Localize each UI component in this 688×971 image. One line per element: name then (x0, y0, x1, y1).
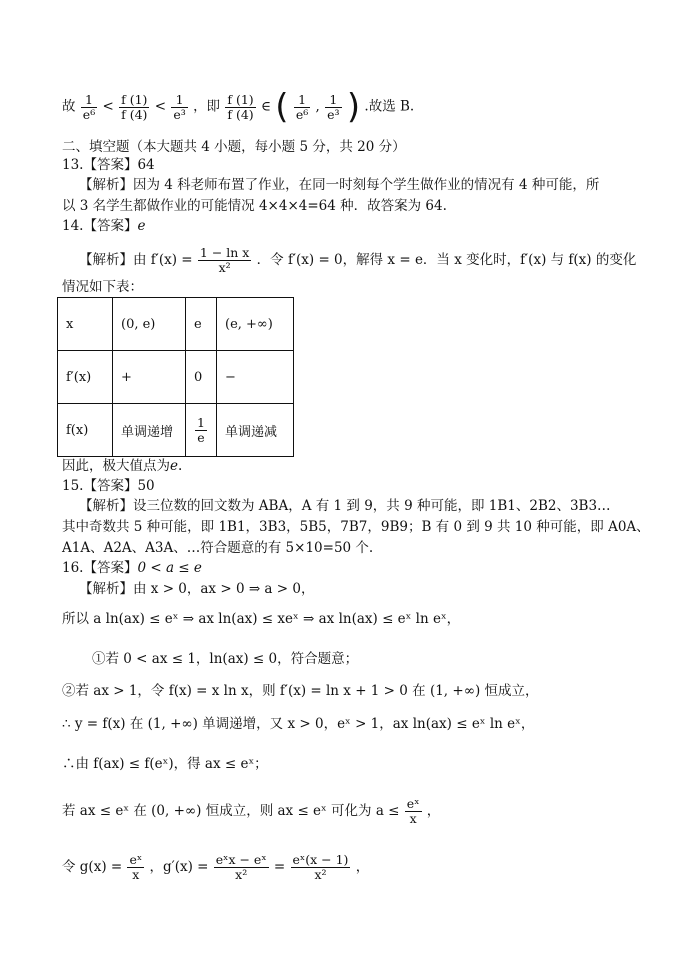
fraction (214, 853, 269, 882)
q16-step: ∴由 f(ax) ≤ f(eˣ)，得 ax ≤ eˣ； (62, 756, 268, 772)
section-heading: 二、填空题（本大题共 4 小题，每小题 5 分，共 20 分） (62, 139, 406, 155)
q13-analysis-cont: 以 3 名学生都做作业的可能情况 4×4×4=64 种．故答案为 64. (62, 198, 447, 214)
fraction (198, 246, 251, 275)
text: 【解析】由 f′(x) = (79, 252, 193, 268)
text: ， (355, 859, 370, 875)
num: 1 (294, 93, 310, 108)
text: 令 g(x) = (62, 859, 123, 875)
den: x² (218, 260, 231, 275)
value: 0 < a ≤ e (137, 560, 202, 576)
den: x (132, 867, 140, 882)
op: ∈ (260, 98, 271, 115)
q14-answer (62, 217, 145, 235)
label: 16.【答案】 (62, 560, 138, 576)
q15-analysis: 【解析】设三位数的回文数为 ABA，A 有 1 到 9，共 9 种可能，即 1B1、2B2、3B3… (79, 498, 611, 514)
fraction (171, 93, 187, 122)
variation-table (57, 297, 294, 457)
text: 因此，极大值点为 (62, 458, 170, 474)
num: eˣ (406, 796, 420, 811)
table-row (58, 298, 294, 351)
q16-step (62, 853, 369, 882)
q15-analysis-cont2: A1A、A2A、A3A、…符合题意的有 5×10=50 个. (62, 540, 374, 556)
q16-step: 所以 a ln(ax) ≤ eˣ ⇒ ax ln(ax) ≤ xeˣ ⇒ ax ln(ax) ≤ eˣ ln eˣ， (62, 611, 461, 627)
den: x² (235, 867, 248, 882)
fraction (119, 93, 149, 122)
num: eˣ(x − 1) (292, 852, 349, 867)
table-cell: − (217, 351, 294, 404)
table-cell: x (58, 298, 113, 351)
num: 1 (325, 93, 341, 108)
fraction (405, 797, 422, 826)
table-cell: 0 (186, 351, 217, 404)
table-row (58, 404, 294, 457)
den: e⁶ (295, 106, 309, 122)
q16-case2: ②若 ax > 1，令 f(x) = x ln x，则 f′(x) = ln x + 1 > 0 在 (1, +∞) 恒成立， (62, 683, 539, 699)
fraction (127, 853, 144, 882)
text: 故 (62, 98, 76, 115)
value: e (137, 218, 146, 234)
num: eˣ (129, 852, 143, 867)
table-cell: 单调递增 (113, 404, 186, 457)
text: ，即 (193, 98, 221, 115)
table-cell: f′(x) (58, 351, 113, 404)
q14-analysis (79, 246, 636, 275)
paren: ( (275, 87, 289, 127)
paren: ) (346, 87, 361, 127)
text: ．令 f′(x) = 0，解得 x = e．当 x 变化时，f′(x) 与 f(x) 的变化 (256, 252, 637, 268)
num: 1 (171, 93, 187, 108)
den: f (4) (121, 106, 148, 122)
table-cell (186, 404, 217, 457)
q16-analysis: 【解析】由 x > 0，ax > 0 ⇒ a > 0， (79, 581, 315, 597)
num: f (1) (121, 91, 148, 107)
den: e (197, 429, 205, 445)
conclusion-line-q12 (62, 87, 415, 127)
table-cell: + (113, 351, 186, 404)
num: eˣx − eˣ (215, 852, 267, 867)
q16-step: ∴ y = f(x) 在 (1, +∞) 单调递增，又 x > 0，eˣ > 1，ax ln(ax) ≤ eˣ ln eˣ， (62, 716, 535, 732)
table-cell: 单调递减 (217, 404, 294, 457)
text: ，g′(x) = (149, 859, 209, 875)
fraction (81, 93, 97, 122)
text: ， (426, 803, 441, 819)
label: 14.【答案】 (62, 218, 138, 234)
num: f (1) (227, 91, 254, 107)
q15-analysis-cont: 其中奇数共 5 种可能，即 1B1，3B3，5B5，7B7，9B9；B 有 0 到 9 共 10 种可能，即 A0A、 (62, 519, 650, 535)
q13-analysis: 【解析】因为 4 科老师布置了作业，在同一时刻每个学生做作业的情况有 4 种可能，所 (79, 177, 600, 193)
den: f (4) (227, 106, 254, 122)
op: = (273, 859, 286, 875)
fraction (195, 416, 207, 445)
q16-step (62, 797, 440, 826)
fraction (291, 853, 351, 882)
q14-analysis-cont: 情况如下表： (62, 279, 143, 295)
value: e (170, 458, 178, 474)
op: < (154, 98, 167, 115)
fraction (225, 93, 255, 122)
table-row (58, 351, 294, 404)
den: e³ (173, 106, 186, 122)
den: e³ (327, 106, 340, 122)
num: 1 (81, 93, 97, 108)
den: x² (314, 867, 327, 882)
fraction (325, 93, 341, 122)
q16-case1: ①若 0 < ax ≤ 1，ln(ax) ≤ 0，符合题意； (92, 651, 359, 667)
den: e⁶ (82, 106, 96, 122)
num: 1 (197, 414, 205, 430)
q16-answer (62, 559, 202, 577)
text: . (178, 458, 183, 474)
fraction (294, 93, 310, 122)
table-cell: (0, e) (113, 298, 186, 351)
op: < (102, 98, 114, 115)
q13-answer: 13.【答案】64 (62, 157, 155, 173)
op: , (315, 98, 320, 115)
text: 若 ax ≤ eˣ 在 (0, +∞) 恒成立，则 ax ≤ eˣ 可化为 a ≤ (62, 803, 400, 819)
table-cell: f(x) (58, 404, 113, 457)
num: 1 − ln x (199, 245, 250, 260)
table-cell: e (186, 298, 217, 351)
table-cell: (e, +∞) (217, 298, 294, 351)
q14-conclusion (62, 457, 182, 475)
q15-answer: 15.【答案】50 (62, 478, 155, 494)
text: .故选 B. (364, 98, 415, 115)
den: x (409, 811, 417, 826)
